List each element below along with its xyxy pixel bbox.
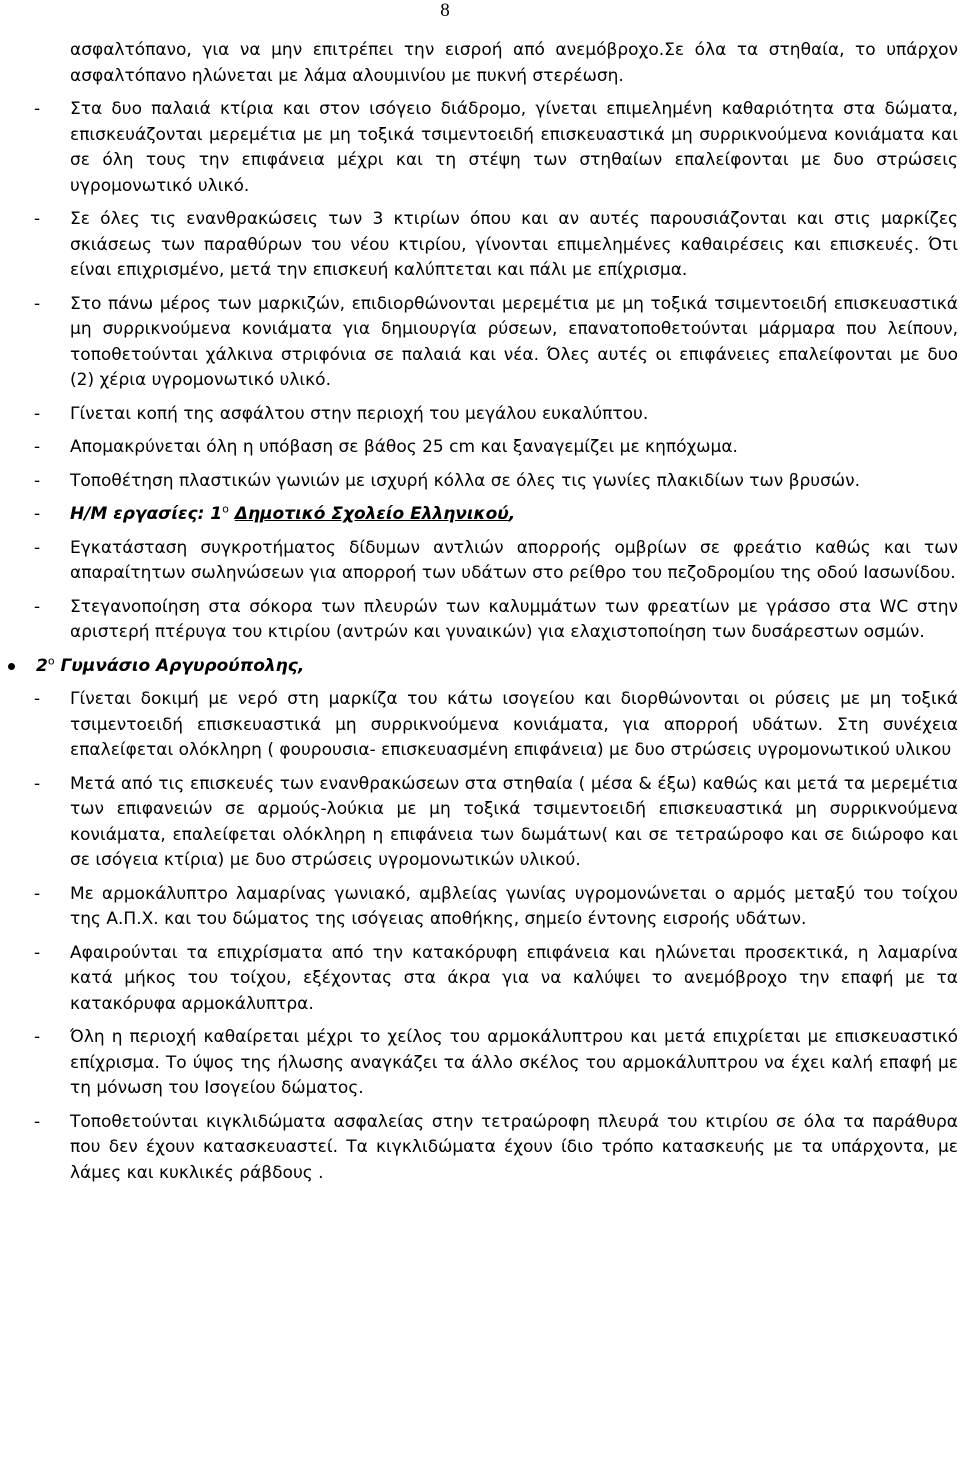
list-item-text: Απομακρύνεται όλη η υπόβαση σε βάθος 25 cm και ξαναγεμίζει με κηπόχωμα. (70, 437, 738, 457)
list-item-text: Μετά από τις επισκευές των ενανθρακώσεων στα στηθαία ( μέσα & έξω) καθώς και μετά τα μερεμέτια των επιφανειών σε αρμούς-λούκια με μη τοξικά τσιμεντοειδή επισκευαστικά μη συρρικνούμενα κονιάματα, επαλείφεται ολόκληρη η επιφάνεια των δωμάτων( και σε τετραώροφο και σε διώροφο και σε ισόγεια κτίρια) με δυο στρώσεις υγρομονωτικών υλικού. (70, 773, 958, 870)
list-item-text: Εγκατάσταση συγκροτήματος δίδυμων αντλιών απορροής ομβρίων σε φρεάτιο καθώς και των απαραίτητων σωληνώσεων για απορροή των υδάτων στο ρείθρο του πεζοδρομίου της οδού Ιασωνίδου. (70, 537, 958, 583)
list-item (0, 536, 960, 587)
list-item (0, 402, 960, 428)
heading-suffix: , (508, 504, 516, 524)
dash-marker: - (34, 209, 41, 229)
list-item (0, 1025, 960, 1102)
dash-marker: - (34, 504, 41, 524)
document-body (0, 38, 960, 1186)
list-item-text: Στο πάνω μέρος των μαρκιζών, επιδιορθώνονται μερεμέτια με μη τοξικά τσιμεντοειδή επισκευαστικά μη συρρικνούμενα κονιάματα για δημιουργία ρύσεων, επανατοποθετούνται μάρμαρα που λείπουν, τοποθετούνται χάλκινα στριφόνια σε παλαιά και νέα. Όλες αυτές οι επιφάνειες επαλείφονται με δυο (2) χέρια υγρομονωτικό υλικό. (70, 293, 958, 390)
bullet-icon (8, 663, 15, 670)
page-number: 8 (440, 0, 450, 21)
dash-marker: - (34, 883, 41, 904)
list-item (0, 941, 960, 1018)
school-name: Γυμνάσιο Αργυρούπολης (54, 655, 298, 676)
hm-heading-prefix: Η/Μ εργασίες: 1 (70, 504, 223, 524)
list-item-text: Γίνεται κοπή της ασφάλτου στην περιοχή του μεγάλου ευκαλύπτου. (70, 403, 649, 424)
list-item-text: Όλη η περιοχή καθαίρεται μέχρι το χείλος του αρμοκάλυπτρου και μετά επιχρίεται με επισκευαστικό επίχρισμα. Το ύψος της ήλωσης αναγκάζει τα άλλο σκέλος του αρμοκάλυπτρου να έχει καλή επαφή με τη μόνωση του Ισογείου δώματος. (70, 1027, 958, 1098)
list-item (0, 772, 960, 874)
school-name: Δημοτικό Σχολείο Ελληνικού (234, 504, 509, 524)
list-item-text: Στα δυο παλαιά κτίρια και στον ισόγειο διάδρομο, γίνεται επιμελημένη καθαριότητα στα δώματα, επισκευάζονται μερεμέτια με μη τοξικά τσιμεντοειδή επισκευαστικά μη συρρικνούμενα κονιάματα και σε όλη τους την επιφάνεια μέχρι και τη στέψη των στηθαίων επαλείφονται με δυο στρώσεις υγρομονωτικό υλικό. (70, 99, 958, 196)
list-item-text: Αφαιρούνται τα επιχρίσματα από την κατακόρυφη επιφάνεια και ηλώνεται προσεκτικά, η λαμαρίνα κατά μήκος του τοίχου, εξέχοντας στα άκρα για να καλύψει το ανεμόβροχο την επαφή με τα κατακόρυφα αρμοκάλυπτρα. (70, 942, 958, 1014)
dash-marker: - (34, 403, 41, 424)
dash-marker: - (34, 99, 41, 119)
list-item (0, 292, 960, 394)
dash-marker: - (34, 293, 41, 314)
heading-suffix: , (297, 655, 305, 676)
list-item-text: Τοποθετούνται κιγκλιδώματα ασφαλείας στην τετραώροφη πλευρά του κτιρίου σε όλα τα παράθυρα που δεν έχουν κατασκευαστεί. Τα κιγκλιδώματα έχουν ίδιο τρόπο κατασκευής με τα υπάρχοντα, με λάμες και κυκλικές ράβδους . (70, 1111, 958, 1183)
list-item-text: Με αρμοκάλυπτρο λαμαρίνας γωνιακό, αμβλείας γωνίας υγρομονώνεται ο αρμός μεταξύ του τοίχου της Α.Π.Χ. και του δώματος της ισόγειας αποθήκης, σημείο έντονης εισροής υδάτων. (70, 883, 958, 929)
gym-heading-prefix: 2 (36, 655, 48, 676)
list-item-text: Γίνεται δοκιμή με νερό στη μαρκίζα του κάτω ισογείου και διορθώνονται οι ρύσεις με μη τοξικά τσιμεντοειδή επισκευαστικά μη συρρικνούμενα κονιάματα, για απορροή υδάτων. Στη συνέχεια επαλείφεται ολόκληρη ( φουρουσια- επισκευασμένη επιφάνεια) με δυο στρώσεις υγρομονωτικού υλικου (70, 689, 958, 760)
list-item (0, 469, 960, 495)
dash-marker: - (34, 596, 41, 617)
ordinal-superscript: ο (47, 653, 55, 667)
dash-marker: - (34, 1111, 41, 1132)
gym-heading-text (36, 653, 305, 676)
dash-marker: - (34, 1027, 41, 1047)
list-item (0, 882, 960, 933)
dash-marker: - (34, 689, 41, 709)
dash-marker: - (34, 470, 41, 491)
dash-marker: - (34, 773, 41, 794)
list-item (0, 595, 960, 646)
hm-heading (0, 502, 960, 528)
dash-marker: - (34, 437, 41, 457)
ordinal-superscript: ο (222, 502, 229, 516)
list-item (0, 1110, 960, 1187)
list-item (0, 687, 960, 764)
dash-marker: - (34, 537, 41, 558)
list-item (0, 97, 960, 199)
list-item-text: Στεγανοποίηση στα σόκορα των πλευρών των καλυμμάτων των φρεατίων με γράσσο στα WC στην αριστερή πτέρυγα του κτιρίου (αντρών και γυναικών) για ελαχιστοποίηση των δυσάρεστων οσμών. (70, 596, 958, 642)
intro-paragraph: ασφαλτόπανο, για να μην επιτρέπει την εισροή από ανεμόβροχο.Σε όλα τα στηθαία, το υπάρχον ασφαλτόπανο ηλώνεται με λάμα αλουμινίου με πυκνή στερέωση. (70, 40, 958, 86)
list-item-text: Τοποθέτηση πλαστικών γωνιών με ισχυρή κόλλα σε όλες τις γωνίες πλακιδίων των βρυσών. (70, 470, 860, 491)
list-item (0, 207, 960, 284)
list-item (0, 435, 960, 461)
dash-marker: - (34, 942, 41, 963)
hm-heading-text (70, 504, 515, 524)
list-item-text: Σε όλες τις ενανθρακώσεις των 3 κτιρίων όπου και αν αυτές παρουσιάζονται και στις μαρκίζες σκιάσεως των παραθύρων του νέου κτιρίου, γίνονται επιμελημένες καθαιρέσεις και επισκευές. Ότι είναι επιχρισμένο, μετά την επισκευή καλύπτεται και πάλι με επίχρισμα. (70, 209, 958, 280)
gym-heading (0, 654, 960, 680)
